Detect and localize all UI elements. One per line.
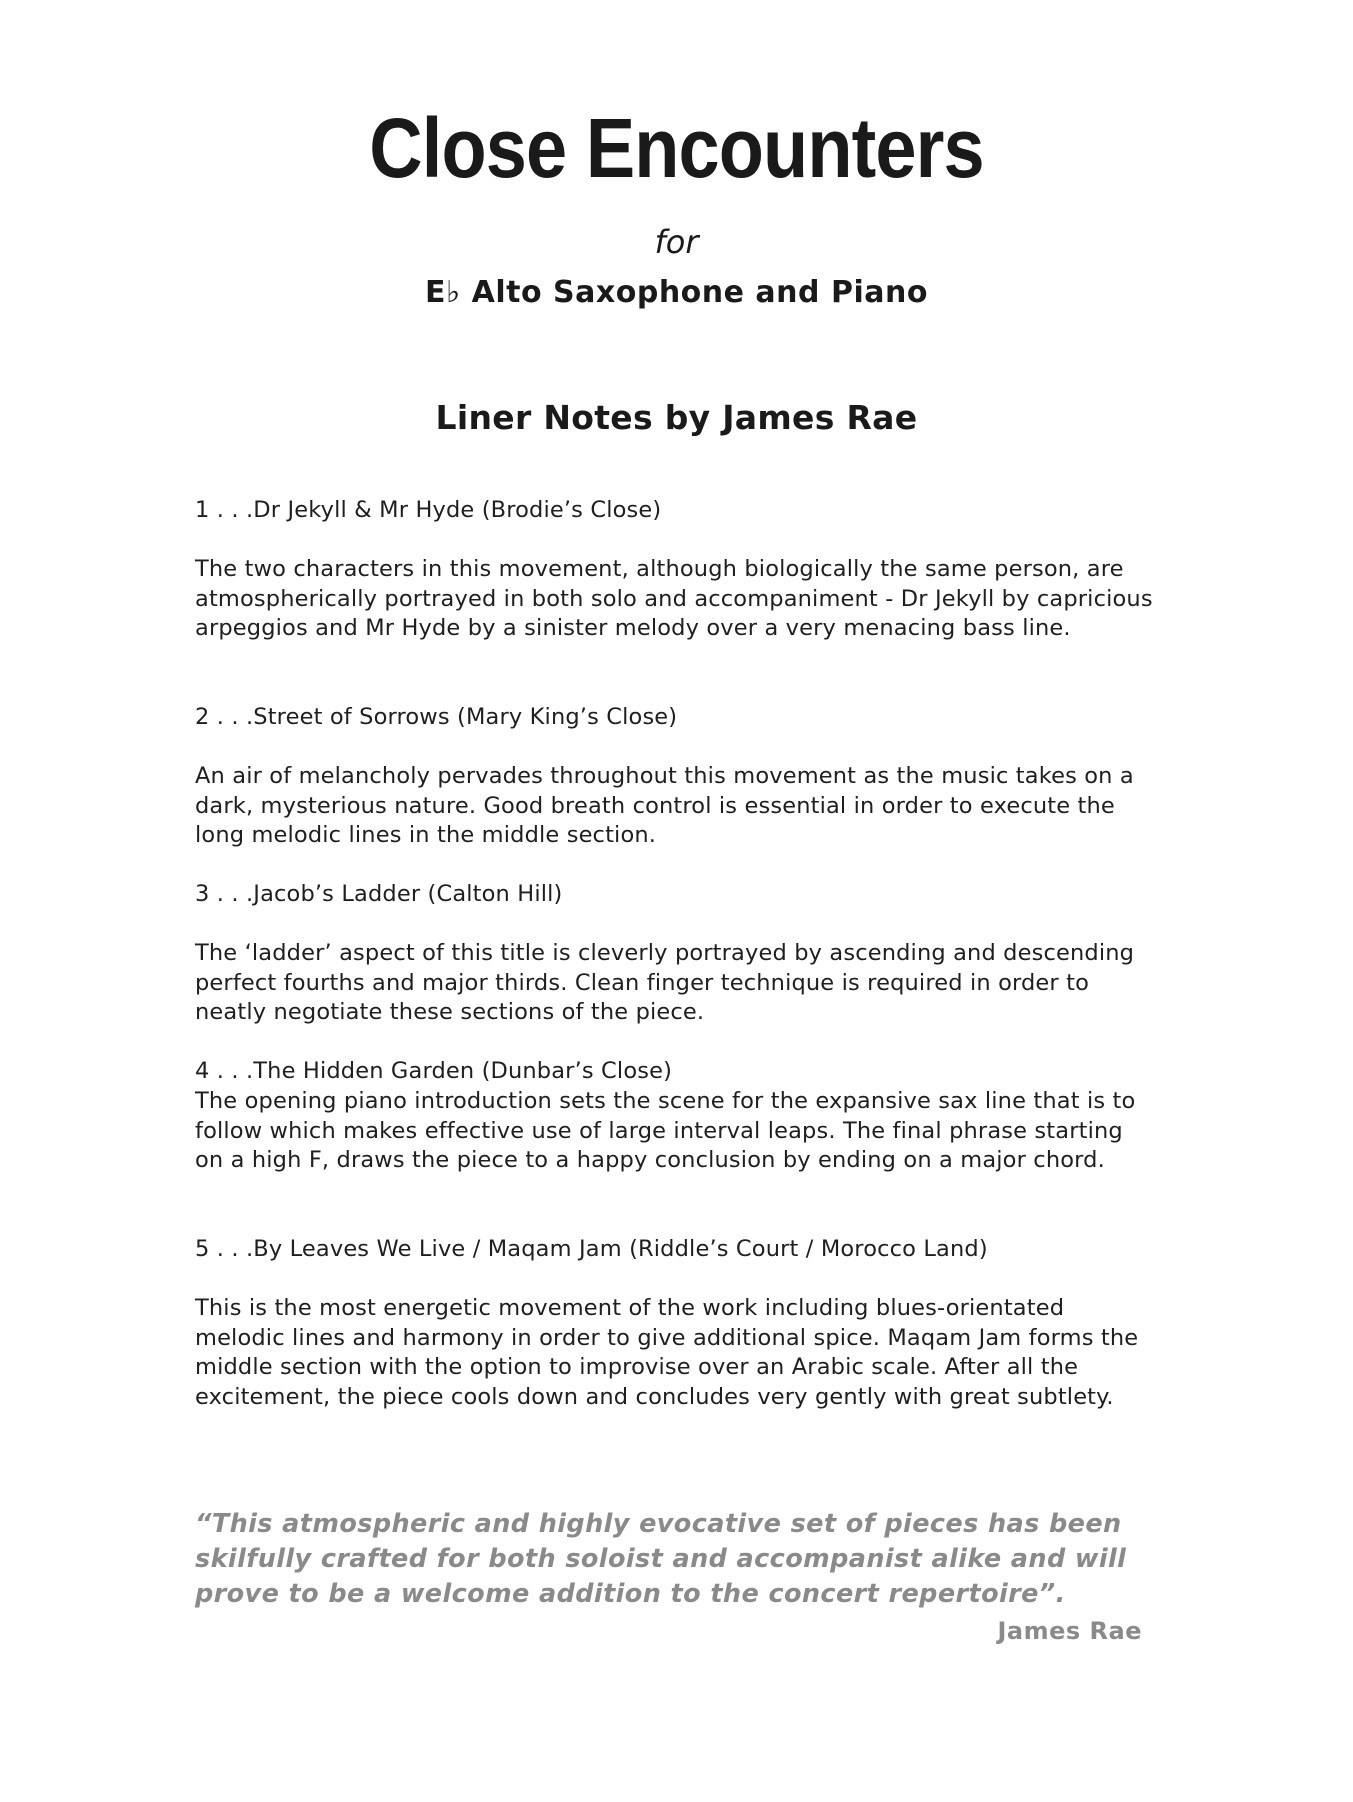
liner-notes-heading: Liner Notes by James Rae xyxy=(435,398,918,437)
movement-3 xyxy=(195,880,1155,910)
movement-2 xyxy=(195,703,1155,733)
movement-1 xyxy=(195,496,1155,526)
movement-5-text-block xyxy=(195,1294,1155,1412)
movement-description: The opening piano introduction sets the scene for the expansive sax line that is to follow which makes effective use of large interval leaps. The final phrase starting on a high F, draws the piece to a happy conclusion by ending on a major chord. xyxy=(195,1088,1136,1174)
review-quote: “This atmospheric and highly evocative set of pieces has been skilfully crafted for both soloist and accompanist alike and will prove to be a welcome addition to the concert repertoire”. xyxy=(195,1509,1127,1609)
movement-2-text-block xyxy=(195,762,1155,851)
movement-heading: 3 . . .Jacob’s Ladder (Calton Hill) xyxy=(195,881,563,907)
movement-1-text-block xyxy=(195,555,1155,644)
movement-3-text-block xyxy=(195,939,1155,1028)
quote-author: James Rae xyxy=(997,1617,1142,1645)
movement-heading: 2 . . .Street of Sorrows (Mary King’s Close) xyxy=(195,704,678,730)
movement-4 xyxy=(195,1057,1155,1087)
movement-description: The ‘ladder’ aspect of this title is cleverly portrayed by ascending and descending perfect fourths and major thirds. Clean finger technique is required in order to neatly negotiate these sections of the piece. xyxy=(195,940,1135,1026)
movement-description: The two characters in this movement, although biologically the same person, are atmospherically portrayed in both solo and accompaniment - Dr Jekyll by capricious arpeggios and Mr Hyde by a sinister melody over a very menacing bass line. xyxy=(195,556,1153,642)
movement-description: An air of melancholy pervades throughout this movement as the music takes on a dark, mysterious nature. Good breath control is essential in order to execute the long melodic lines in the middle section. xyxy=(195,763,1134,849)
movement-heading: 4 . . .The Hidden Garden (Dunbar’s Close) xyxy=(195,1058,673,1084)
movement-4-text-block xyxy=(195,1087,1155,1176)
instrumentation-subtitle: E♭ Alto Saxophone and Piano xyxy=(425,275,928,310)
for-label: for xyxy=(654,223,699,261)
page-title: Close Encounters xyxy=(369,101,984,195)
movement-5 xyxy=(195,1235,1155,1265)
movement-description: This is the most energetic movement of the work including blues-orientated melodic lines and harmony in order to give additional spice. Maqam Jam forms the middle section with the option to improvise over an Arabic scale. After all the excitement, the piece cools down and concludes very gently with great subtlety. xyxy=(195,1295,1139,1410)
movement-heading: 1 . . .Dr Jekyll & Mr Hyde (Brodie’s Close) xyxy=(195,497,662,523)
movement-heading: 5 . . .By Leaves We Live / Maqam Jam (Riddle’s Court / Morocco Land) xyxy=(195,1236,988,1262)
